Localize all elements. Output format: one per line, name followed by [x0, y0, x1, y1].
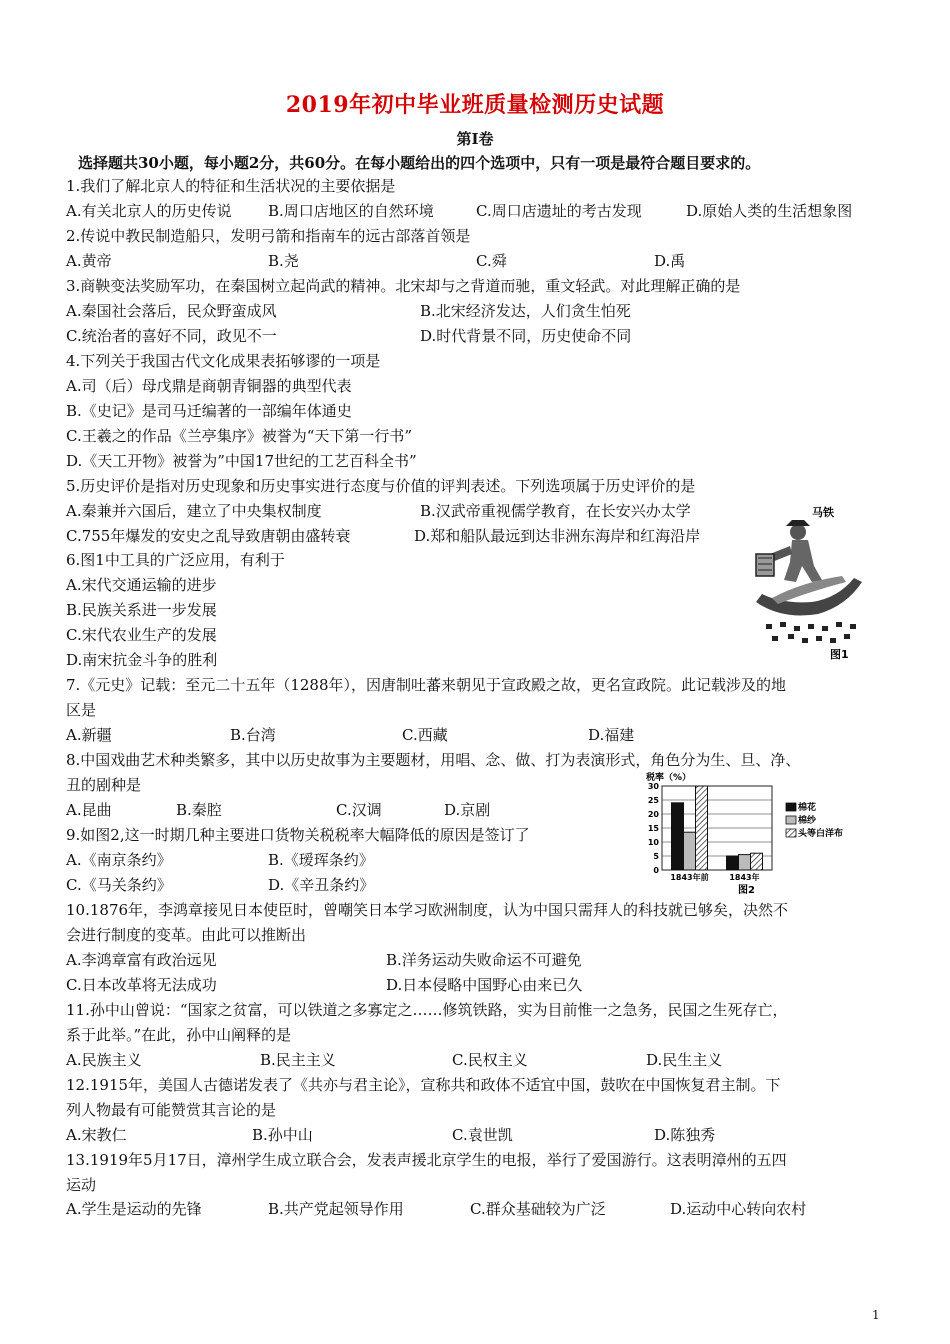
- y-tick-label: 0: [653, 866, 659, 875]
- option-b: B.北宋经济发达，人们贪生怕死: [420, 302, 631, 320]
- y-tick-label: 25: [647, 796, 659, 805]
- question-stem-cont: 系于此举。”在此，孙中山阐释的是: [66, 1026, 292, 1044]
- option-c: C.袁世凯: [452, 1126, 513, 1144]
- option-c: C.755年爆发的安史之乱导致唐朝由盛转衰: [66, 527, 351, 545]
- option-b: B.周口店地区的自然环境: [268, 202, 434, 220]
- question-stem-cont: 区是: [66, 701, 97, 719]
- page-number: 1: [872, 1308, 880, 1322]
- option-a: A.黄帝: [66, 252, 112, 270]
- option-b: B.孙中山: [252, 1126, 313, 1144]
- question-stem: 10.1876年，李鸿章接见日本使臣时，曾嘲笑日本学习欧洲制度，认为中国只需拜人的科技就已够矣，决然不: [66, 901, 789, 919]
- question-stem: 4.下列关于我国古代文化成果表拓够谬的一项是: [66, 352, 381, 370]
- legend-swatch: [786, 816, 796, 824]
- y-tick-label: 10: [647, 838, 659, 847]
- question-stem: 6.图1中工具的广泛应用，有利于: [66, 551, 285, 569]
- option-d: D.运动中心转向农村: [670, 1200, 807, 1218]
- option-d: D.南宋抗金斗争的胜利: [66, 651, 218, 669]
- option-d: D.日本侵略中国野心由来已久: [386, 976, 583, 994]
- option-a: A.秦国社会落后，民众野蛮成风: [66, 302, 277, 320]
- question-stem: 12.1915年，美国人古德诺发表了《共亦与君主论》，宣称共和政体不适宜中国，鼓吹在中国恢复君主制。下: [66, 1076, 781, 1094]
- option-c: C.西藏: [402, 726, 448, 744]
- option-d: D.原始人类的生活想象图: [686, 202, 853, 220]
- question-stem: 2.传说中教民制造船只，发明弓箭和指南车的远古部落首领是: [66, 227, 471, 245]
- option-c: C.统治者的喜好不同，政见不一: [66, 327, 277, 345]
- x-tick-label: 1843年前: [670, 873, 709, 882]
- option-a: A.昆曲: [66, 801, 112, 819]
- x-tick-label: 1843年: [729, 873, 760, 882]
- figure-1-label: 马铁: [812, 506, 834, 519]
- figure-2-chart: [640, 770, 872, 896]
- option-d: D.民生主义: [646, 1051, 723, 1069]
- option-c: C.汉调: [336, 801, 382, 819]
- option-a: A.《南京条约》: [66, 851, 172, 869]
- question-stem: 8.中国戏曲艺术种类繁多，其中以历史故事为主要题材，用唱、念、做、打为表演形式，角色分为生、旦、净、: [66, 751, 801, 769]
- option-d: D.京剧: [444, 801, 491, 819]
- exam-title: 2019年初中毕业班质量检测历史试题: [285, 92, 665, 118]
- question-stem: 3.商鞅变法奖励军功，在秦国树立起尚武的精神。北宋却与之背道而驰，重文轻武。对此理解正确的是: [66, 277, 741, 295]
- option-c: C.日本改革将无法成功: [66, 976, 217, 994]
- bar-0-2: [696, 786, 708, 870]
- option-b: B.秦腔: [176, 801, 222, 819]
- section-heading: 第Ⅰ卷: [456, 130, 494, 148]
- seeder-illustration-icon: [742, 502, 870, 662]
- y-tick-label: 30: [647, 782, 659, 791]
- option-a: A.司（后）母戊鼎是商朝青铜器的典型代表: [66, 377, 352, 395]
- bar-1-0: [727, 856, 739, 870]
- figure-1-caption: 图1: [830, 648, 849, 661]
- option-d: D.《辛丑条约》: [268, 876, 375, 894]
- option-c: C.《马关条约》: [66, 876, 172, 894]
- option-b: B.《瑷珲条约》: [268, 851, 374, 869]
- option-a: A.李鸿章富有政治远见: [66, 951, 217, 969]
- y-tick-label: 15: [647, 824, 659, 833]
- option-b: B.民族关系进一步发展: [66, 601, 217, 619]
- tariff-bar-chart: [640, 770, 872, 896]
- y-tick-label: 5: [653, 852, 659, 861]
- option-d: D.禹: [654, 252, 686, 270]
- option-d: D.福建: [588, 726, 635, 744]
- option-a: A.宋教仁: [66, 1126, 127, 1144]
- option-b: B.《史记》是司马迁编著的一部编年体通史: [66, 402, 352, 420]
- question-stem-cont: 会进行制度的变革。由此可以推断出: [66, 926, 307, 944]
- instructions: 选择题共30小题，每小题2分，共60分。在每小题给出的四个选项中，只有一项是最符合题目要求的。: [78, 154, 761, 172]
- question-stem: 13.1919年5月17日，漳州学生成立联合会，发表声援北京学生的电报，举行了爱国游行。这表明漳州的五四: [66, 1151, 787, 1169]
- bar-1-2: [751, 853, 763, 870]
- question-stem: 7.《元史》记载：至元二十五年（1288年），因唐制吐蕃来朝见于宣政殿之故，更名宣政院。此记载涉及的地: [66, 676, 786, 694]
- option-a: A.新疆: [66, 726, 112, 744]
- option-b: B.共产党起领导作用: [268, 1200, 404, 1218]
- option-c: C.周口店遗址的考古发现: [476, 202, 642, 220]
- option-a: A.民族主义: [66, 1051, 142, 1069]
- option-c: C.宋代农业生产的发展: [66, 626, 217, 644]
- option-c: C.群众基础较为广泛: [470, 1200, 606, 1218]
- legend-label: 棉纱: [798, 816, 817, 826]
- option-a: A.宋代交通运输的进步: [66, 576, 217, 594]
- bar-0-0: [672, 803, 684, 870]
- chart-ylabel: 税率（%）: [646, 773, 692, 783]
- option-a: A.学生是运动的先锋: [66, 1200, 202, 1218]
- question-stem: 1.我们了解北京人的特征和生活状况的主要依据是: [66, 177, 396, 195]
- option-c: C.舜: [476, 252, 507, 270]
- figure-2-caption: 图2: [738, 885, 755, 896]
- bar-1-1: [739, 855, 751, 870]
- legend-label: 棉花: [798, 803, 817, 813]
- option-b: B.洋务运动失败命运不可避免: [386, 951, 582, 969]
- option-c: C.民权主义: [452, 1051, 528, 1069]
- legend-swatch: [786, 829, 796, 837]
- legend-label: 头等白洋布: [798, 829, 844, 839]
- option-c: C.王羲之的作品《兰亭集序》被誉为“天下第一行书”: [66, 427, 413, 445]
- question-stem-cont: 运动: [66, 1176, 97, 1194]
- figure-1: [742, 502, 870, 662]
- question-stem-cont: 列人物最有可能赞赏其言论的是: [66, 1101, 277, 1119]
- option-d: D.陈独秀: [654, 1126, 716, 1144]
- option-b: B.台湾: [230, 726, 276, 744]
- option-d: D.《天工开物》被誉为”中国17世纪的工艺百科全书”: [66, 452, 417, 470]
- option-a: A.秦兼并六国后，建立了中央集权制度: [66, 502, 322, 520]
- question-stem: 9.如图2,这一时期几种主要进口货物关税税率大幅降低的原因是签订了: [66, 826, 530, 844]
- option-a: A.有关北京人的历史传说: [66, 202, 232, 220]
- bar-0-1: [684, 832, 696, 870]
- legend-swatch: [786, 803, 796, 811]
- option-b: B.民主主义: [260, 1051, 336, 1069]
- option-d: D.郑和船队最远到达非洲东海岸和红海沿岸: [414, 527, 701, 545]
- y-tick-label: 20: [647, 810, 659, 819]
- question-stem: 5.历史评价是指对历史现象和历史事实进行态度与价值的评判表述。下列选项属于历史评价的是: [66, 477, 696, 495]
- question-stem-cont: 丑的剧种是: [66, 776, 142, 794]
- option-b: B.尧: [268, 252, 299, 270]
- question-stem: 11.孙中山曾说：“国家之贫富，可以铁道之多寡定之……修筑铁路，实为目前惟一之急务，民国之生死存亡，: [66, 1001, 788, 1019]
- option-d: D.时代背景不同，历史使命不同: [420, 327, 632, 345]
- option-b: B.汉武帝重视儒学教育，在长安兴办太学: [420, 502, 691, 520]
